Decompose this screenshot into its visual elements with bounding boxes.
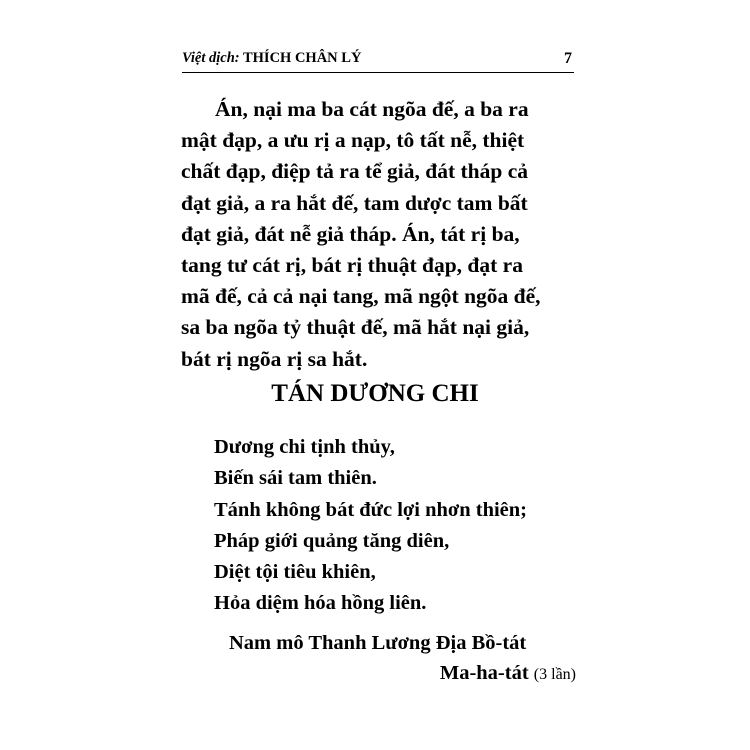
verse-line: Dương chi tịnh thủy, <box>214 436 395 458</box>
verse-line: Biến sái tam thiên. <box>214 467 377 490</box>
closing-invocation: Nam mô Thanh Lương Địa Bồ-tát <box>229 632 527 654</box>
verse-block <box>214 432 527 620</box>
mantra-line: Án, nại ma ba cát ngõa đế, a ba ra <box>215 97 529 121</box>
mantra-line: đạt giả, a ra hắt đế, tam dược tam bất <box>181 190 528 215</box>
mantra-line: sa ba ngõa tỷ thuật đế, mã hắt nại giả, <box>181 315 530 340</box>
section-title: TÁN DƯƠNG CHI <box>271 380 479 407</box>
mantra-line: mật đạp, a ưu rị a nạp, tô tất nễ, thiệt <box>181 128 525 153</box>
mantra-line: đạt giả, đát nễ giả tháp. Án, tát rị ba, <box>181 221 520 246</box>
closing-title: Ma-ha-tát <box>439 662 529 684</box>
mantra-paragraph <box>181 94 581 375</box>
verse-line: Pháp giới quảng tăng diên, <box>214 529 450 552</box>
closing-invocation-end <box>440 662 576 685</box>
verse-line: Diệt tội tiêu khiên, <box>214 561 376 584</box>
translator-label: Việt dịch: <box>182 50 240 66</box>
mantra-line: bát rị ngõa rị sa hắt. <box>181 346 368 371</box>
running-header <box>182 50 361 67</box>
header-rule <box>182 72 574 73</box>
mantra-line: tang tư cát rị, bát rị thuật đạp, đạt ra <box>181 252 523 277</box>
mantra-line: chất đạp, điệp tả ra tể giả, đát tháp cả <box>181 159 528 184</box>
page-number: 7 <box>564 50 572 67</box>
repetition-note: (3 lần) <box>533 666 576 683</box>
mantra-line: mã đế, cả cả nại tang, mã ngột ngõa đế, <box>181 284 541 309</box>
page-header <box>182 50 574 78</box>
verse-line: Hỏa diệm hóa hồng liên. <box>214 592 427 615</box>
verse-line: Tánh không bát đức lợi nhơn thiên; <box>214 498 528 521</box>
translator-name: THÍCH CHÂN LÝ <box>242 50 362 66</box>
